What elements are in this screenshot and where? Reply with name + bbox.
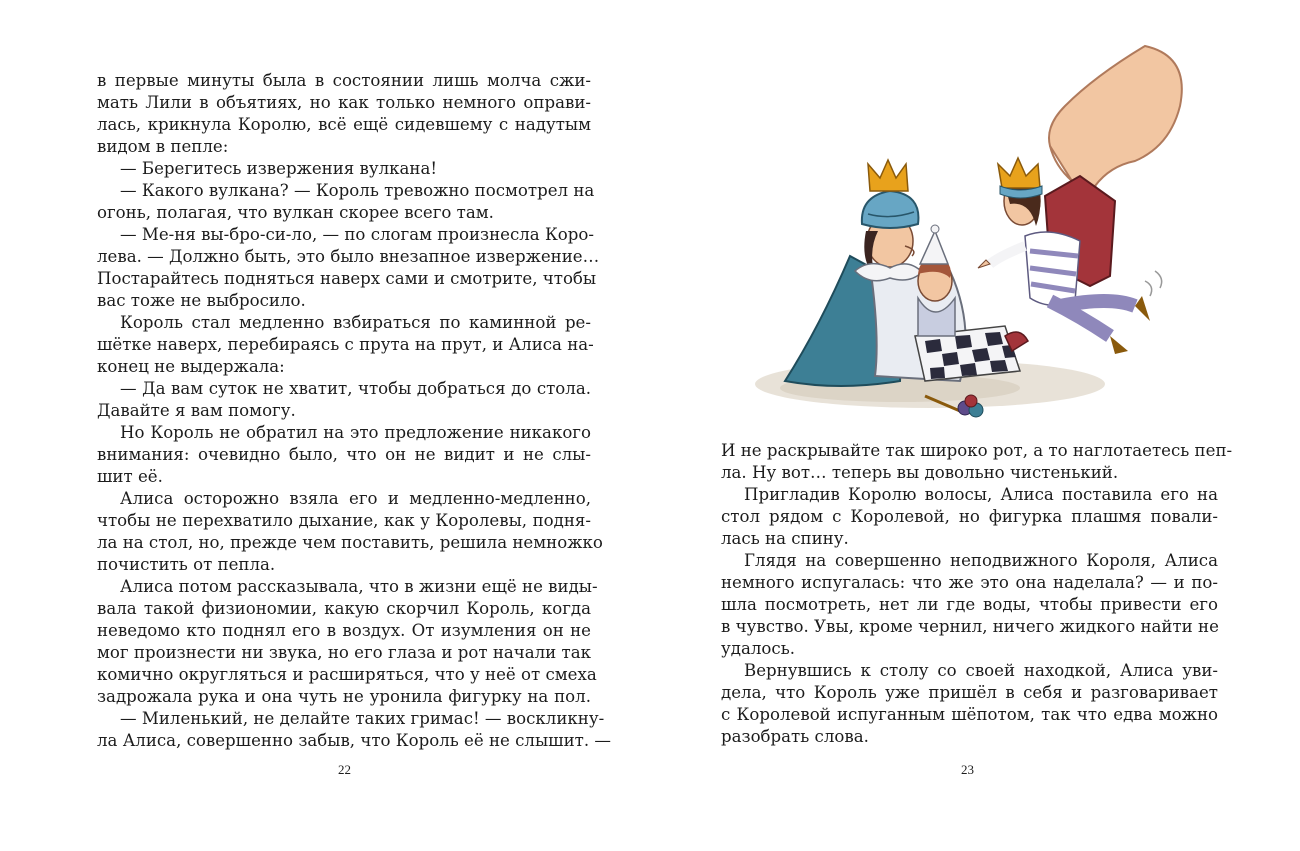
text-line: лась на спину. xyxy=(721,529,849,548)
text-line: Пригладив Королю волосы, Алиса поставила его на xyxy=(744,485,1218,504)
text-line: задрожала рука и она чуть не уронила фигурку на пол. xyxy=(97,687,591,706)
text-line: Король стал медленно взбираться по каминной ре- xyxy=(120,313,591,332)
text-line: — Миленький, не делайте таких гримас! — воскликну- xyxy=(120,709,605,728)
text-line: мать Лили в объятиях, но как только немного оправи- xyxy=(97,93,591,112)
text-line: почистить от пепла. xyxy=(97,555,276,574)
text-line: И не раскрывайте так широко рот, а то наглотаетесь пеп- xyxy=(721,441,1233,460)
text-line: Но Король не обратил на это предложение никакого xyxy=(120,423,591,442)
text-line: шит её. xyxy=(97,467,163,486)
text-line: Давайте я вам помогу. xyxy=(97,401,296,420)
text-line: Алиса потом рассказывала, что в жизни ещё не виды- xyxy=(120,577,598,596)
text-line: — Берегитесь извержения вулкана! xyxy=(120,159,438,178)
text-line: в первые минуты была в состоянии лишь молча сжи- xyxy=(97,71,591,90)
text-line: шётке наверх, перебираясь с прута на прут, и Алиса на- xyxy=(97,335,594,354)
page-number: 23 xyxy=(961,762,974,777)
text-line: Постарайтесь подняться наверх сами и смотрите, чтобы xyxy=(97,269,597,288)
text-line: стол рядом с Королевой, но фигурка плашмя повали- xyxy=(721,507,1218,526)
text-line: вас тоже не выбросило. xyxy=(97,291,306,310)
text-line: разобрать слова. xyxy=(721,727,869,746)
text-line: ла Алиса, совершенно забыв, что Король её не слышит. — xyxy=(97,731,611,750)
text-line: неведомо кто поднял его в воздух. От изумления он не xyxy=(97,621,591,640)
text-line: Глядя на совершенно неподвижного Короля, Алиса xyxy=(744,551,1218,570)
right-page xyxy=(650,0,1300,851)
text-line: удалось. xyxy=(721,639,796,658)
text-line: мог произнести ни звука, но его глаза и рот начали так xyxy=(97,643,591,662)
text-line: огонь, полагая, что вулкан скорее всего там. xyxy=(97,203,494,222)
text-line: — Ме-ня вы-бро-си-ло, — по слогам произнесла Коро- xyxy=(120,225,594,244)
text-line: комично округляться и расширяться, что у неё от смеха xyxy=(97,665,597,684)
text-line: ла. Ну вот… теперь вы довольно чистенький. xyxy=(721,463,1119,482)
text-line: чтобы не перехватило дыхание, как у Королевы, подня- xyxy=(97,511,591,530)
text-line: немного испугалась: что же это она наделала? — и по- xyxy=(721,573,1218,592)
text-line: Алиса осторожно взяла его и медленно-медленно, xyxy=(120,489,591,508)
text-line: шла посмотреть, нет ли где воды, чтобы привести его xyxy=(721,595,1218,614)
text-line: — Да вам суток не хватит, чтобы добраться до стола. xyxy=(120,379,591,398)
text-line: в чувство. Увы, кроме чернил, ничего жидкого найти не xyxy=(721,617,1219,636)
page-number: 22 xyxy=(338,762,351,777)
text-line: дела, что Король уже пришёл в себя и разговаривает xyxy=(721,683,1218,702)
left-page-text xyxy=(97,70,611,752)
text-line: с Королевой испуганным шёпотом, так что едва можно xyxy=(721,705,1218,724)
text-line: Вернувшись к столу со своей находкой, Алиса уви- xyxy=(744,661,1218,680)
text-line: вала такой физиономии, какую скорчил Король, когда xyxy=(97,599,591,618)
text-line: видом в пепле: xyxy=(97,137,229,156)
right-page-text xyxy=(721,440,1233,748)
text-line: ла на стол, но, прежде чем поставить, решила немножко xyxy=(97,533,603,552)
king-queen-illustration xyxy=(750,36,1190,426)
text-line: лева. — Должно быть, это было внезапное извержение… xyxy=(97,247,600,266)
text-line: лась, крикнула Королю, всё ещё сидевшему с надутым xyxy=(97,115,591,134)
text-line: конец не выдержала: xyxy=(97,357,285,376)
text-line: — Какого вулкана? — Король тревожно посмотрел на xyxy=(120,181,595,200)
text-line: внимания: очевидно было, что он не видит и не слы- xyxy=(97,445,591,464)
